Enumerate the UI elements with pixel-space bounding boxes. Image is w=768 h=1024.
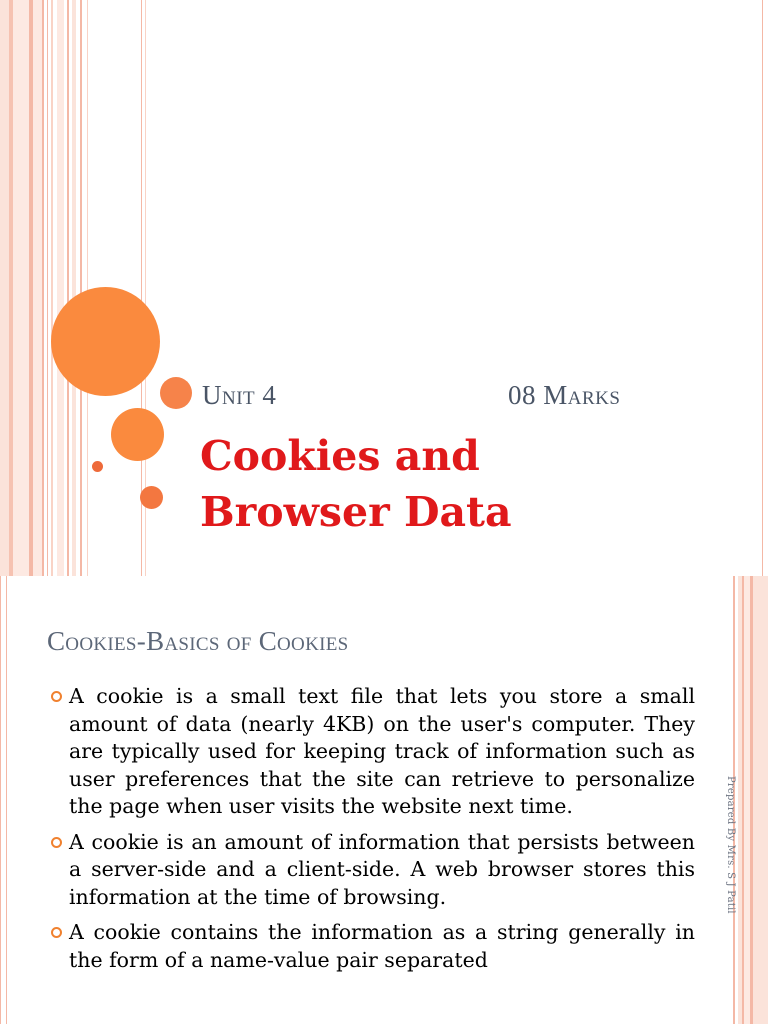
title-line-1: Cookies and xyxy=(200,432,480,480)
slide1-stripe xyxy=(67,0,69,576)
section-title: Cookies-Basics of Cookies xyxy=(47,626,349,656)
bullet-circle-icon xyxy=(51,837,62,848)
decorative-large-circle xyxy=(51,287,160,396)
slide1-stripe xyxy=(72,0,76,576)
unit-label: Unit 4 xyxy=(202,380,277,410)
bullet-item xyxy=(50,829,695,912)
author-footer: Prepared By Mrs. S J Patil xyxy=(725,776,736,914)
slide1-stripe xyxy=(51,0,53,576)
bullet-list xyxy=(50,683,695,982)
slide1-stripe xyxy=(33,0,42,576)
slide2-stripe xyxy=(753,576,768,1024)
slide2-stripe xyxy=(0,576,1,1024)
decorative-medium-circle xyxy=(111,408,164,461)
subtitle-row xyxy=(202,380,672,420)
slide1-stripe xyxy=(13,0,29,576)
bullet-circle-icon xyxy=(51,691,62,702)
slide-title xyxy=(200,428,740,540)
decorative-small-circle xyxy=(160,377,192,409)
slide1-stripe xyxy=(762,0,763,576)
bullet-item xyxy=(50,919,695,974)
bullet-text: A cookie is a small text file that lets you store a small amount of data (nearly 4KB) on the user's computer. They are typically used for keeping track of information such as user preferences that the site can retrieve to personalize the page when user visits the website next time. xyxy=(69,684,695,818)
content-slide xyxy=(0,576,768,1024)
slide1-stripe xyxy=(0,0,9,576)
slide1-stripe xyxy=(47,0,48,576)
slide2-stripe xyxy=(6,576,7,1024)
title-line-2: Browser Data xyxy=(200,488,512,536)
decorative-xsmall-circle xyxy=(140,486,163,509)
slide1-stripe xyxy=(42,0,44,576)
bullet-item xyxy=(50,683,695,821)
marks-label: 08 Marks xyxy=(508,380,621,410)
bullet-text: A cookie is an amount of information that persists between a server-side and a client-side. A web browser stores this information at the time of browsing. xyxy=(69,829,695,909)
slide1-stripe xyxy=(80,0,82,576)
bullet-text: A cookie contains the information as a string generally in the form of a name-value pair separated xyxy=(69,920,695,972)
slide1-stripe xyxy=(57,0,64,576)
decorative-dot-circle xyxy=(92,461,103,472)
bullet-circle-icon xyxy=(51,927,62,938)
slide1-stripe xyxy=(87,0,88,576)
